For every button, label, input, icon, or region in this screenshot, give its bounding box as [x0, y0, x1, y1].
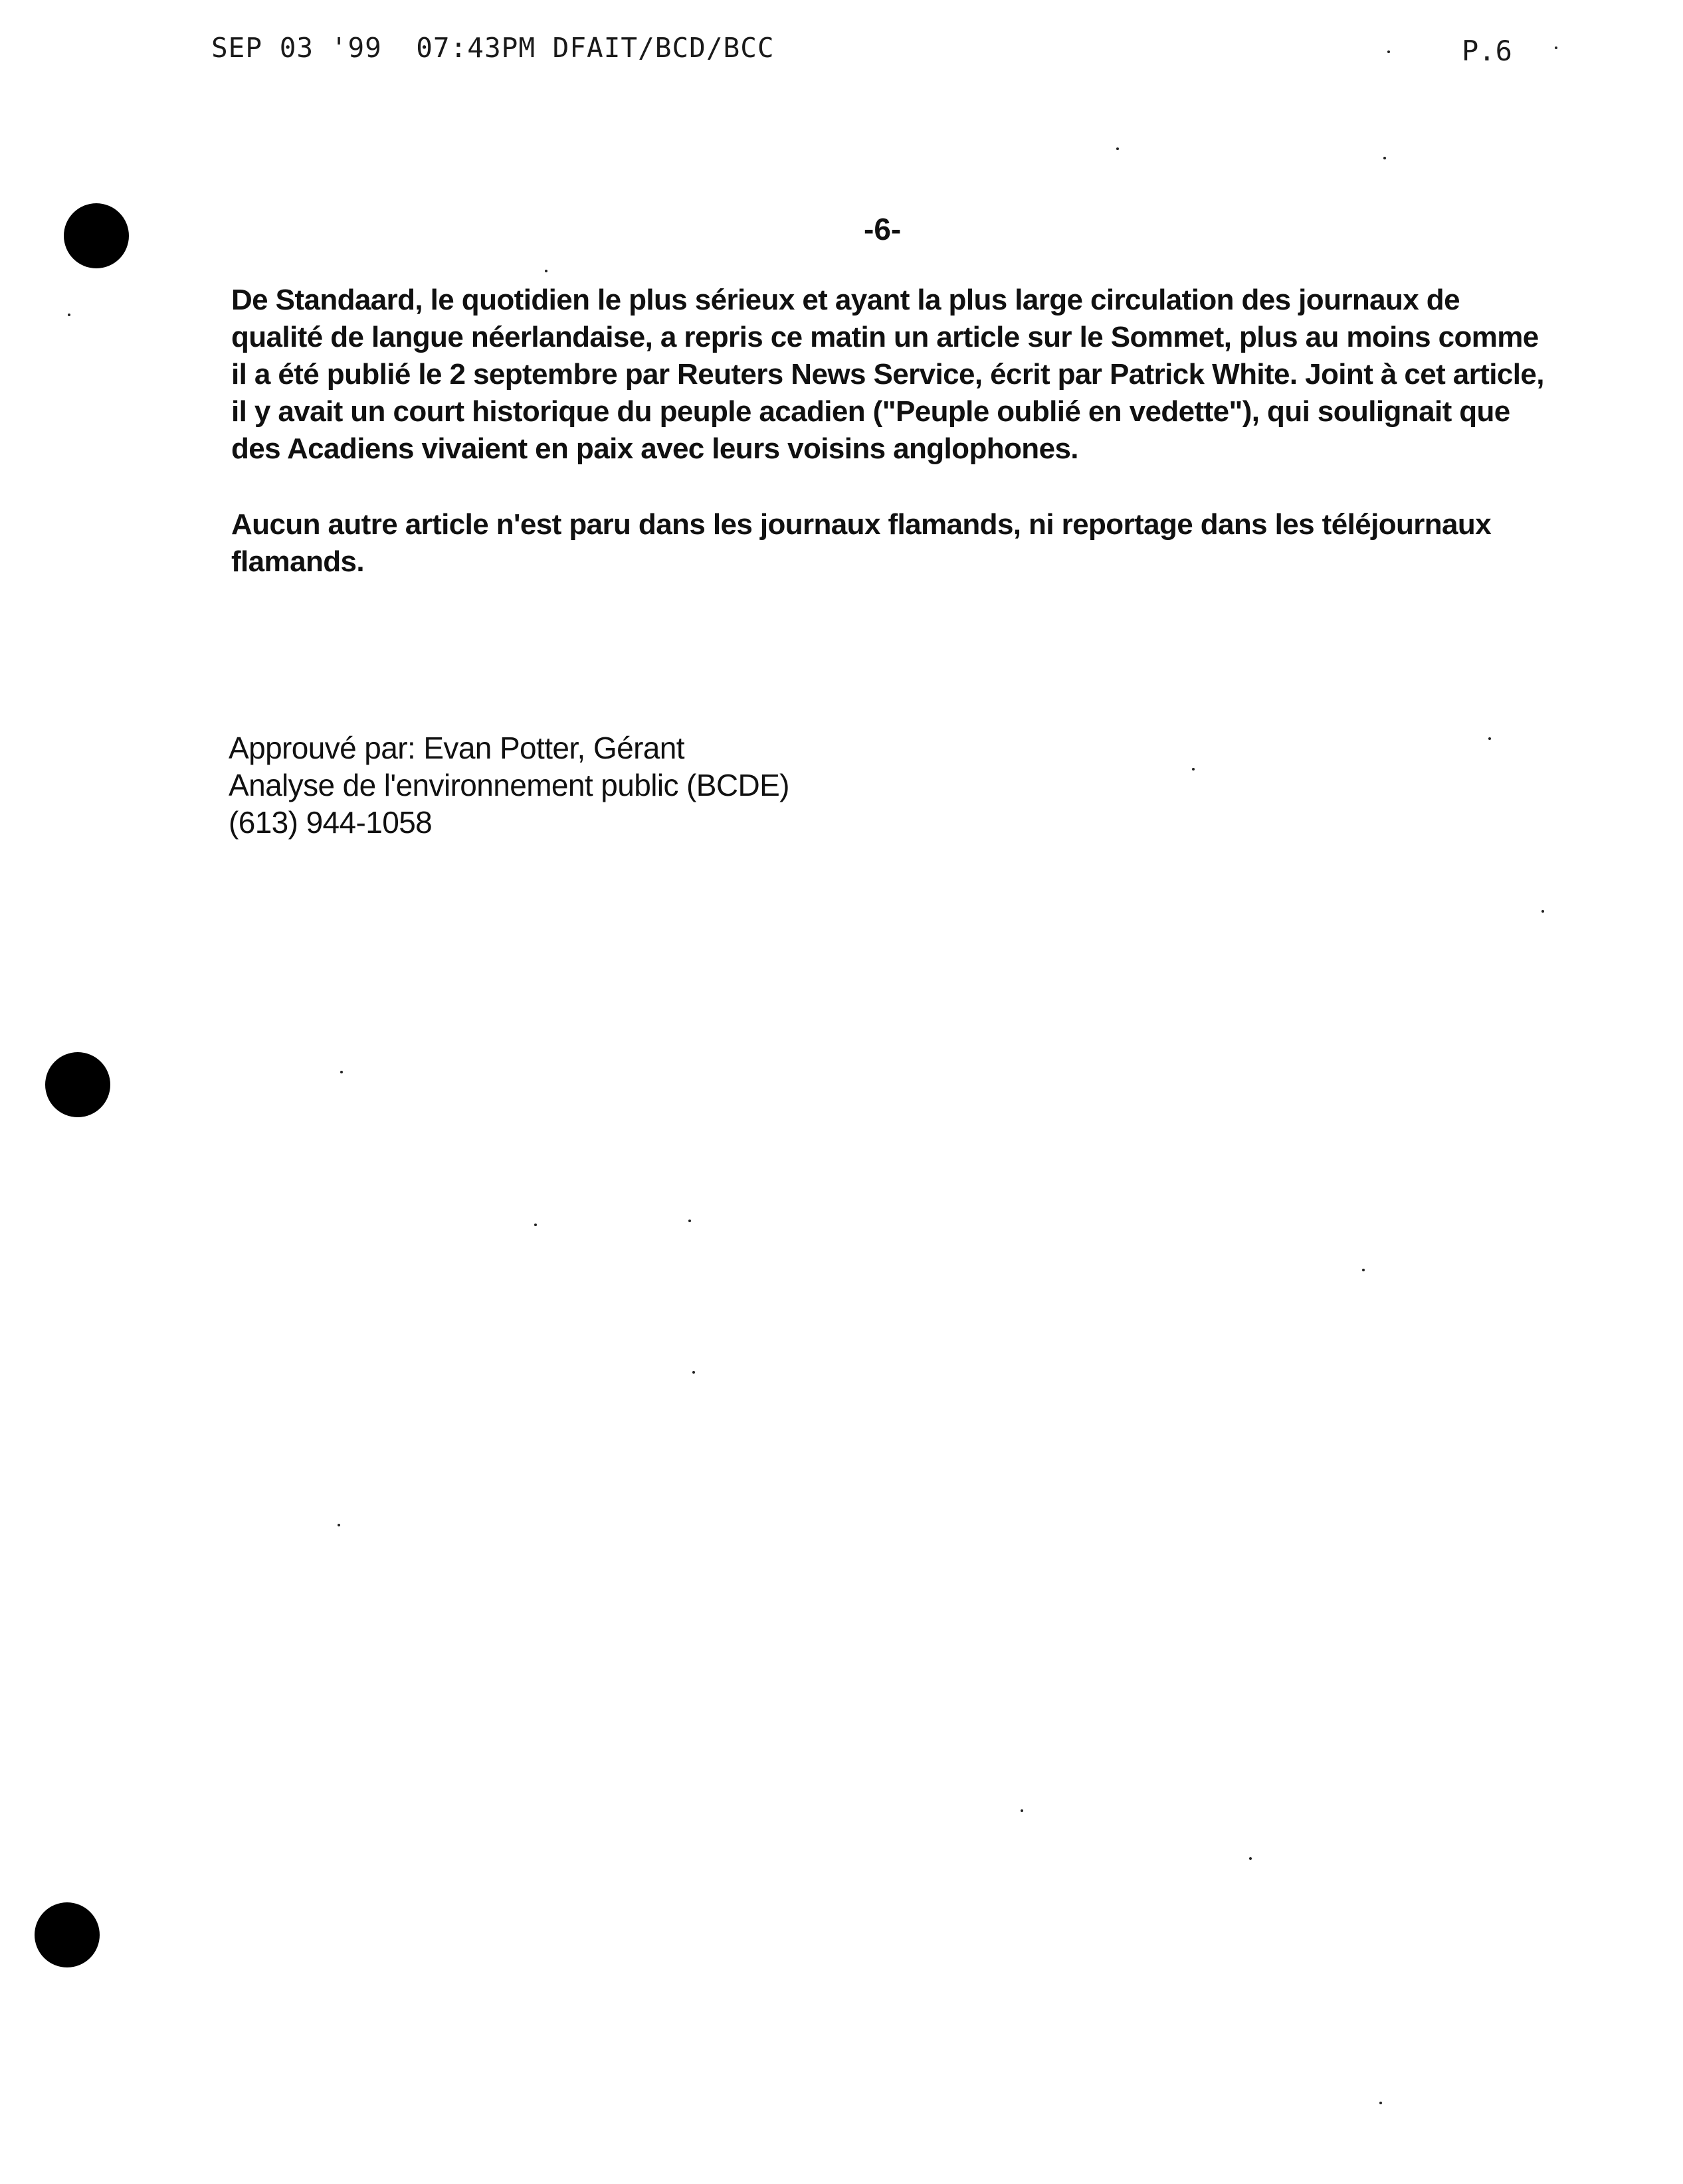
scan-speck: [1555, 46, 1557, 49]
scan-speck: [534, 1224, 537, 1226]
scan-speck: [1541, 910, 1544, 913]
scan-speck: [1387, 50, 1390, 53]
body-paragraph: De Standaard, le quotidien le plus sérieux et ayant la plus large circulation des journaux de qualité de langue néerlandaise, a repris ce matin un article sur le Sommet, plus au moins comme il a été publié le 2 septembre par Reuters News Service, écrit par Patrick White. Joint à cet article, il y avait un court historique du peuple acadien ("Peuple oublié en vedette"), qui soulignait que des Acadiens vivaient en paix avec leurs voisins anglophones.: [231, 284, 1544, 465]
scan-speck: [688, 1220, 691, 1222]
scan-speck: [1488, 737, 1491, 740]
scan-speck: [545, 270, 547, 272]
phone-number: (613) 944-1058: [229, 805, 433, 840]
page-number: -6-: [864, 212, 902, 246]
scan-speck: [1192, 768, 1195, 771]
scan-speck: [1249, 1857, 1252, 1860]
approval-line: Approuvé par: Evan Potter, Gérant: [229, 731, 684, 765]
binder-hole: [35, 1902, 100, 1967]
fax-transmission-header: SEP 03 '99 07:43PM DFAIT/BCD/BCC: [211, 32, 775, 64]
scan-speck: [692, 1371, 695, 1374]
binder-hole: [64, 203, 129, 268]
scan-speck: [1362, 1269, 1365, 1271]
scan-speck: [338, 1524, 340, 1526]
body-paragraph: Aucun autre article n'est paru dans les journaux flamands, ni reportage dans les téléjournaux flamands.: [231, 508, 1492, 578]
scan-speck: [1116, 147, 1119, 150]
scan-speck: [1021, 1809, 1023, 1812]
fax-page-indicator: P.6: [1462, 35, 1512, 67]
signature-block: [229, 729, 789, 841]
scan-speck: [340, 1071, 343, 1073]
scan-speck: [1379, 2102, 1382, 2104]
binder-hole: [45, 1052, 110, 1117]
scan-speck: [68, 314, 70, 316]
department-line: Analyse de l'environnement public (BCDE): [229, 768, 789, 802]
scan-speck: [1383, 157, 1386, 159]
